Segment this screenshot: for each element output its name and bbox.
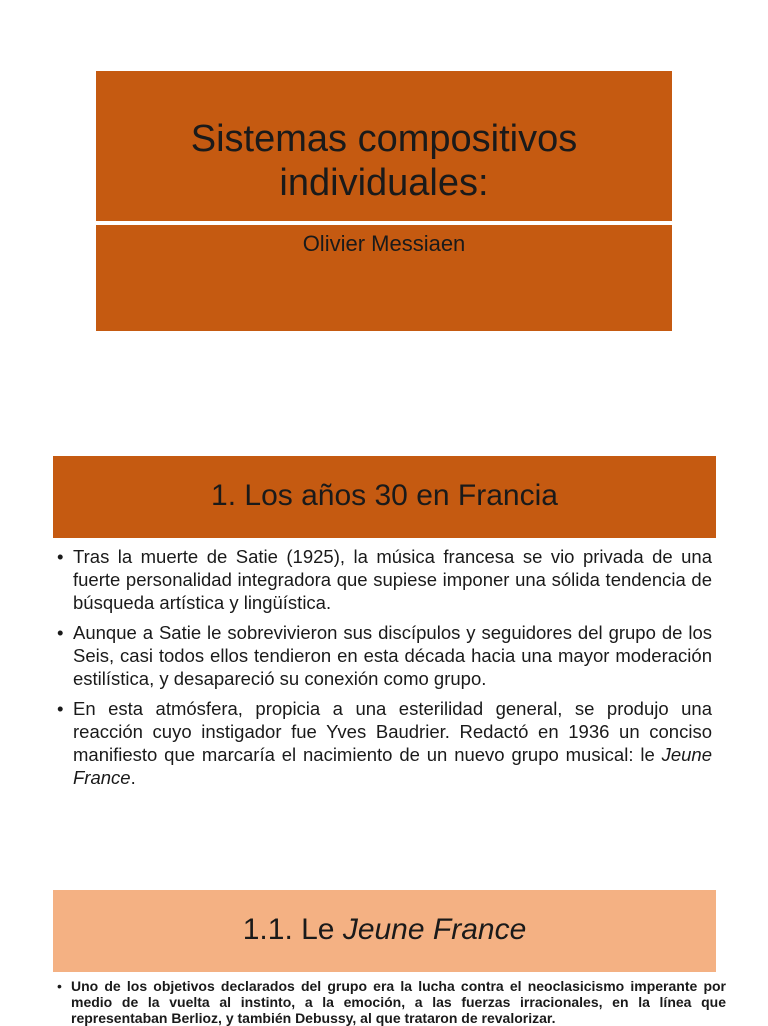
bullet-list	[57, 545, 712, 796]
bullet-text: Aunque a Satie le sobrevivieron sus discípulos y seguidores del grupo de los Seis, casi todos ellos tendieron en esta década hacia una mayor moderación estilística, y desapareció su conexión como grupo.	[73, 622, 712, 689]
bullet-dot-icon: •	[57, 622, 64, 643]
section-heading-2	[53, 911, 716, 949]
bullet-text: En esta atmósfera, propicia a una esterilidad general, se produjo una reacción cuyo instigador fue Yves Baudrier. Redactó en 1936 un conciso manifiesto que marcaría el nacimiento de un nuevo grupo musical: le	[73, 698, 712, 765]
bullet-dot-icon: •	[57, 698, 64, 719]
section-heading-italic: Jeune France	[342, 913, 527, 946]
presentation-title: Sistemas compositivos individuales:	[190, 118, 578, 204]
bullet-text: Uno de los objetivos declarados del grupo era la lucha contra el neoclasicismo imperante por medio de la vuelta al instinto, a la emoción, a las fuerzas irracionales, en la línea que representaban Berlioz, y también Debussy, al que trataron de revalorizar.	[71, 978, 726, 1026]
section-body-text	[57, 978, 726, 1026]
bullet-dot-icon: •	[57, 546, 64, 567]
section-heading-prefix: 1.1. Le	[242, 913, 343, 946]
bullet-item	[57, 621, 712, 690]
bullet-text: Tras la muerte de Satie (1925), la música francesa se vio privada de una fuerte personalidad integradora que supiese imponer una sólida tendencia de búsqueda artística y lingüística.	[73, 546, 712, 613]
bullet-italic-text: Jeune France	[73, 744, 712, 788]
section-heading-1: 1. Los años 30 en Francia	[211, 479, 558, 512]
bullet-item	[57, 697, 712, 789]
bullet-dot-icon: •	[57, 978, 62, 994]
subtitle-block	[96, 225, 672, 331]
presentation-subtitle: Olivier Messiaen	[302, 231, 466, 256]
bullet-item	[57, 545, 712, 614]
title-block	[96, 71, 672, 221]
section-header-2	[53, 890, 716, 972]
section-header-1	[53, 456, 716, 538]
bullet-end: .	[130, 767, 136, 788]
